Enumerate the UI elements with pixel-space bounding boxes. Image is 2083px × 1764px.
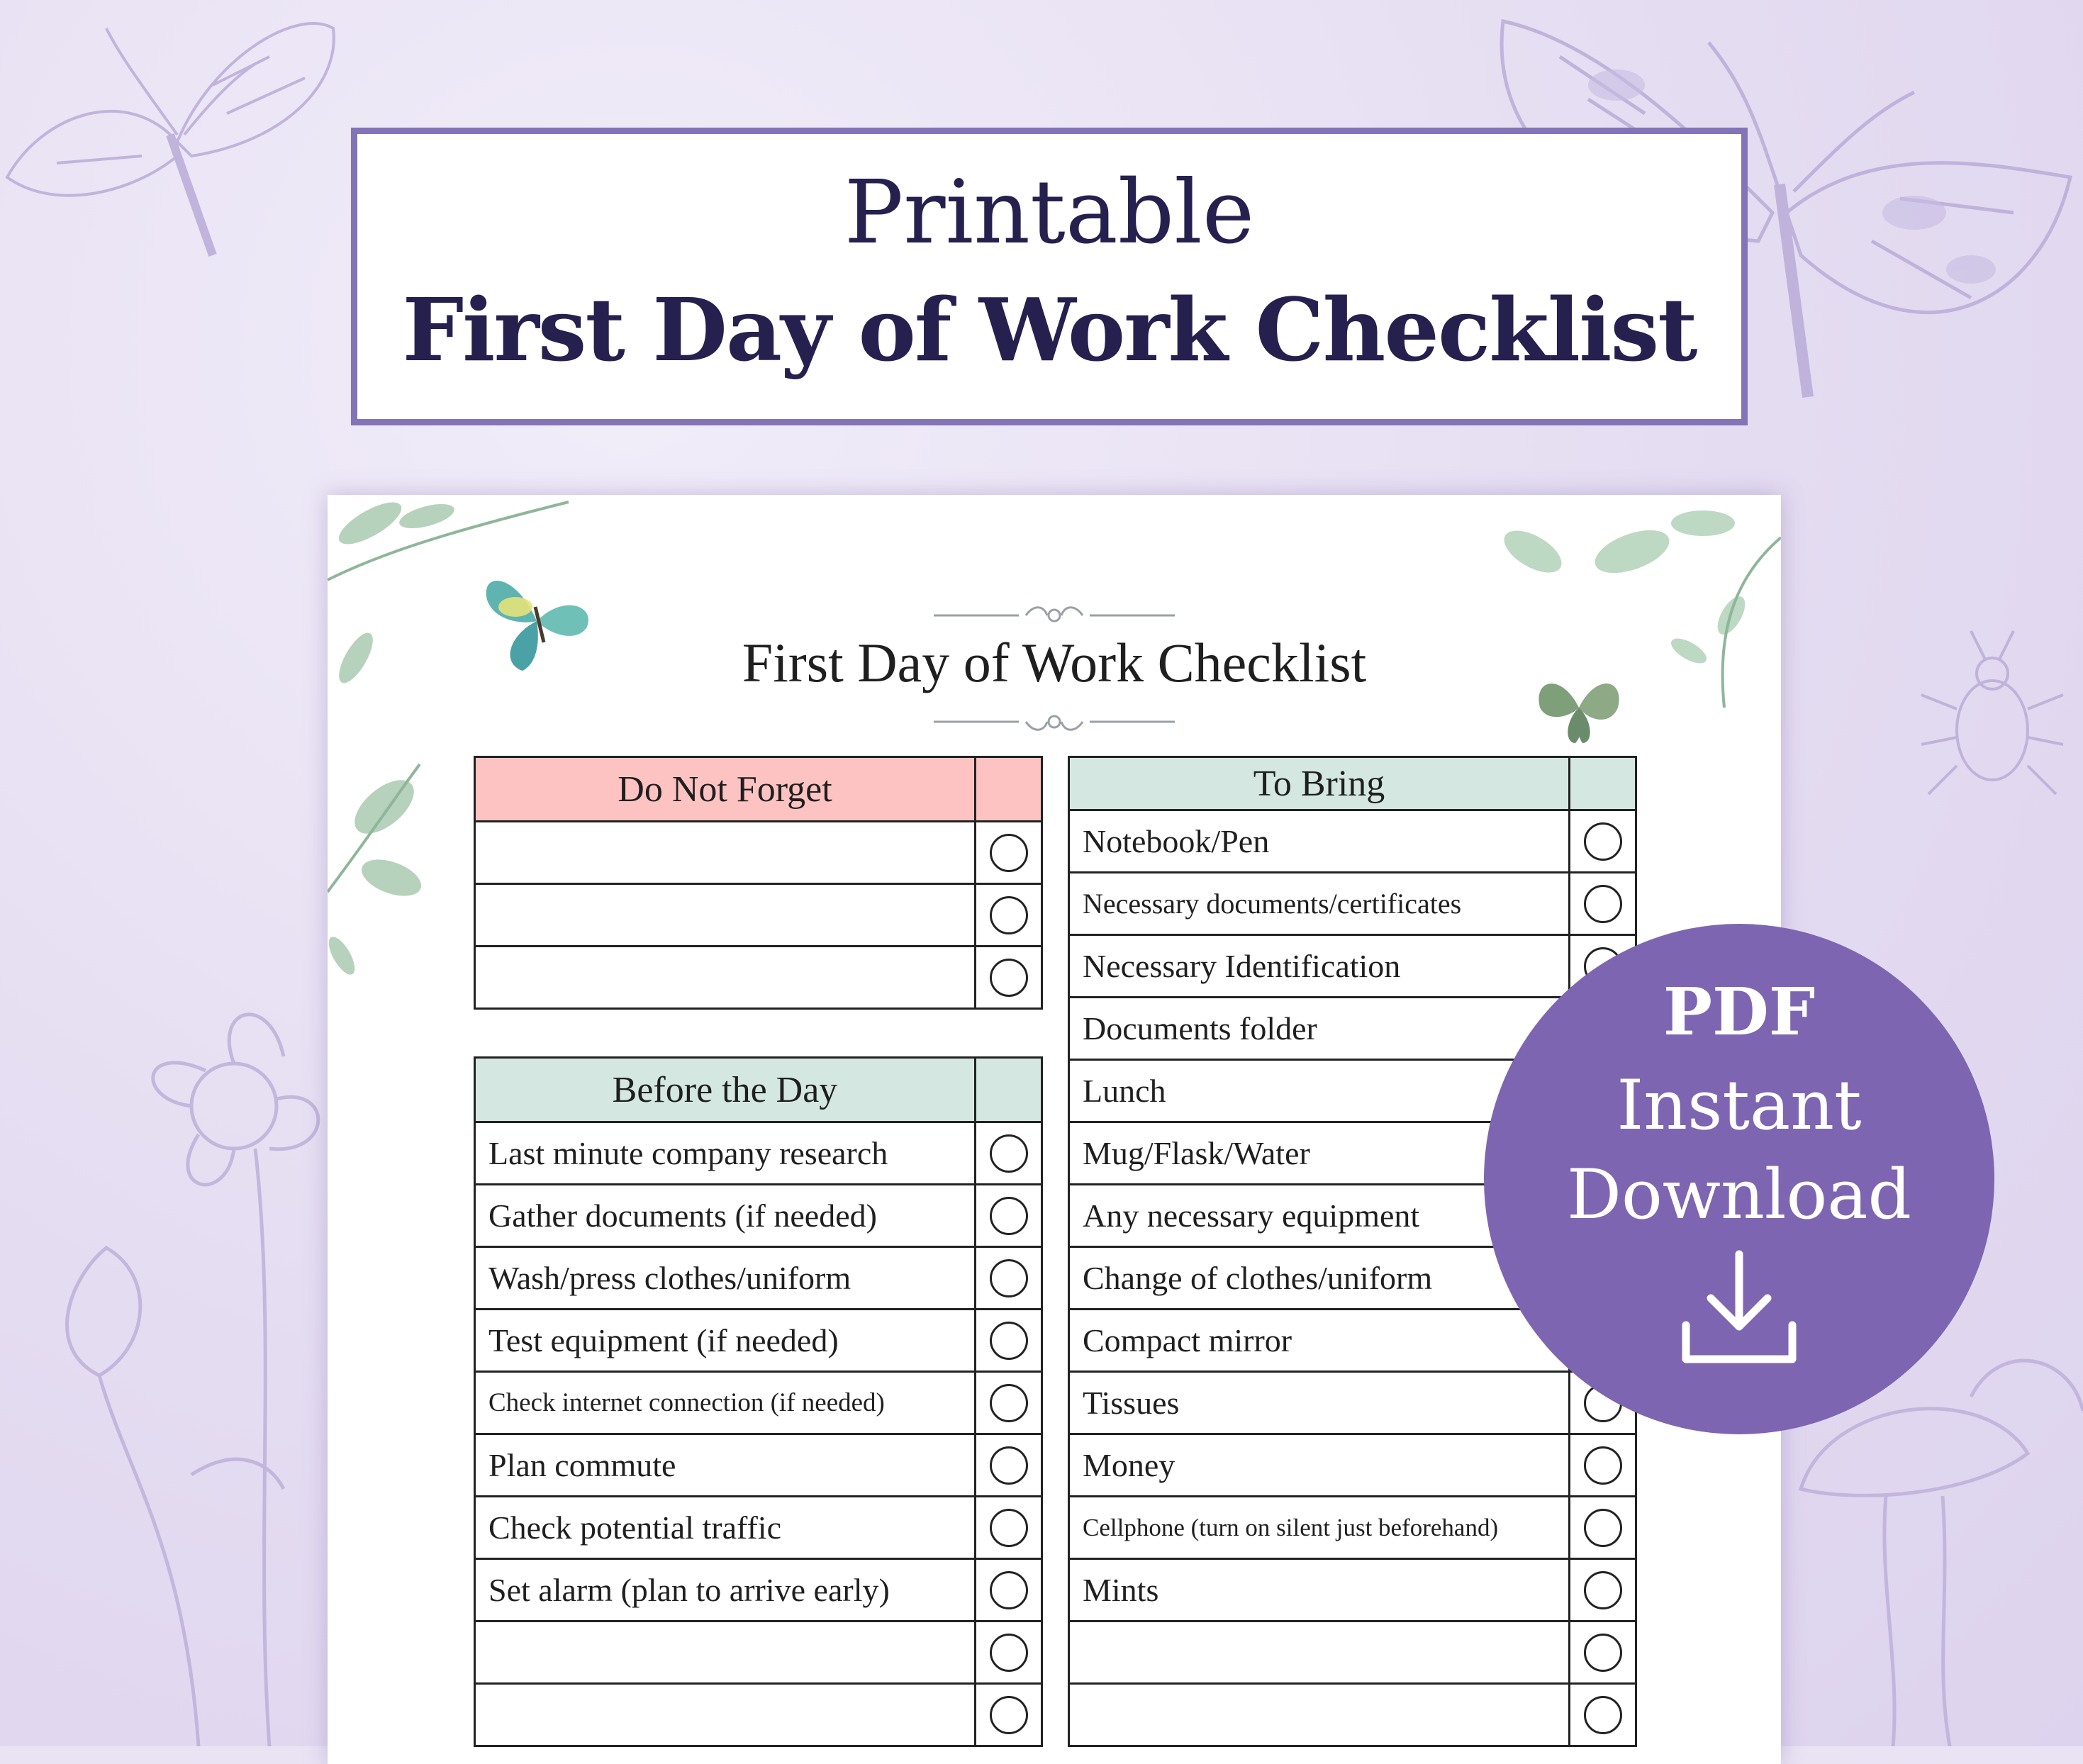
- table-row: [475, 1434, 1042, 1497]
- checkbox-cell[interactable]: [1570, 1621, 1636, 1684]
- table-row: [1069, 1684, 1636, 1746]
- do-not-forget-check-header: [976, 757, 1042, 822]
- flourish-bottom: [927, 708, 1182, 736]
- checkbox-circle[interactable]: [990, 1134, 1028, 1173]
- sheet-title: First Day of Work Checklist: [742, 632, 1367, 693]
- pdf-download-badge[interactable]: [1484, 924, 1994, 1434]
- checklist-item[interactable]: [475, 1621, 976, 1684]
- beetle-illustration: [1914, 624, 2070, 808]
- checklist-item[interactable]: [1069, 1621, 1570, 1684]
- checkbox-cell[interactable]: [976, 1310, 1042, 1372]
- download-icon: [1679, 1247, 1799, 1368]
- checkbox-cell[interactable]: [976, 947, 1042, 1009]
- checklist-item[interactable]: Wash/press clothes/uniform: [475, 1247, 976, 1310]
- checkbox-circle[interactable]: [990, 896, 1028, 934]
- before-the-day-header: Before the Day: [475, 1058, 976, 1122]
- badge-pdf-label: PDF: [1663, 973, 1816, 1050]
- before-the-day-table: [474, 1056, 1043, 1747]
- checklist-item[interactable]: [475, 947, 976, 1009]
- checklist-item[interactable]: Mug/Flask/Water: [1069, 1122, 1570, 1185]
- checklist-item[interactable]: Any necessary equipment: [1069, 1185, 1570, 1247]
- table-row: [475, 884, 1042, 947]
- checklist-item[interactable]: [475, 822, 976, 884]
- table-row: [475, 1497, 1042, 1559]
- title-banner: [351, 128, 1748, 425]
- checklist-item[interactable]: Money: [1069, 1434, 1570, 1497]
- checklist-item[interactable]: Notebook/Pen: [1069, 810, 1570, 873]
- checklist-item[interactable]: Set alarm (plan to arrive early): [475, 1559, 976, 1621]
- table-row: [1069, 1559, 1636, 1621]
- checkbox-circle[interactable]: [990, 959, 1028, 997]
- checkbox-circle[interactable]: [990, 1571, 1028, 1609]
- checklist-item[interactable]: Test equipment (if needed): [475, 1310, 976, 1372]
- checklist-item[interactable]: Check internet connection (if needed): [475, 1372, 976, 1434]
- checkbox-cell[interactable]: [976, 1684, 1042, 1746]
- to-bring-check-header: [1570, 757, 1636, 810]
- table-row: [475, 1559, 1042, 1621]
- table-row: [1069, 935, 1636, 998]
- table-row: [475, 822, 1042, 884]
- checklist-item[interactable]: Mints: [1069, 1559, 1570, 1621]
- checkbox-cell[interactable]: [976, 822, 1042, 884]
- checkbox-cell[interactable]: [1570, 1559, 1636, 1621]
- checklist-item[interactable]: [475, 884, 976, 947]
- checklist-item[interactable]: Cellphone (turn on silent just beforehand): [1069, 1497, 1570, 1559]
- checklist-item[interactable]: Last minute company research: [475, 1122, 976, 1185]
- checklist-item[interactable]: Plan commute: [475, 1434, 976, 1497]
- checkbox-circle[interactable]: [990, 1384, 1028, 1422]
- to-bring-header: To Bring: [1069, 757, 1570, 810]
- checkbox-circle[interactable]: [990, 1696, 1028, 1734]
- before-the-day-check-header: [976, 1058, 1042, 1122]
- table-row: [475, 947, 1042, 1009]
- checklist-item[interactable]: Gather documents (if needed): [475, 1185, 976, 1247]
- checkbox-circle[interactable]: [990, 1446, 1028, 1485]
- checkbox-circle[interactable]: [1584, 1696, 1622, 1734]
- checkbox-circle[interactable]: [990, 1509, 1028, 1547]
- do-not-forget-header: Do Not Forget: [475, 757, 976, 822]
- checklist-item[interactable]: Change of clothes/uniform: [1069, 1247, 1570, 1310]
- checkbox-cell[interactable]: [976, 1621, 1042, 1684]
- checkbox-cell[interactable]: [1570, 1434, 1636, 1497]
- checklist-item[interactable]: [1069, 1684, 1570, 1746]
- checkbox-cell[interactable]: [976, 884, 1042, 947]
- table-row: [1069, 873, 1636, 935]
- banner-subtitle: Printable: [844, 161, 1255, 264]
- checklist-item[interactable]: Necessary documents/certificates: [1069, 873, 1570, 935]
- checkbox-cell[interactable]: [1570, 810, 1636, 873]
- checkbox-cell[interactable]: [976, 1559, 1042, 1621]
- checkbox-circle[interactable]: [990, 834, 1028, 872]
- checkbox-cell[interactable]: [976, 1434, 1042, 1497]
- do-not-forget-table: [474, 756, 1043, 1010]
- table-row: [475, 1372, 1042, 1434]
- checkbox-circle[interactable]: [1584, 885, 1622, 923]
- checkbox-cell[interactable]: [1570, 873, 1636, 935]
- checkbox-cell[interactable]: [976, 1497, 1042, 1559]
- checkbox-circle[interactable]: [990, 1322, 1028, 1360]
- checklist-item[interactable]: Lunch: [1069, 1060, 1570, 1122]
- table-row: [1069, 1497, 1636, 1559]
- checklist-item[interactable]: Check potential traffic: [475, 1497, 976, 1559]
- checkbox-cell[interactable]: [1570, 1684, 1636, 1746]
- table-row: [475, 1310, 1042, 1372]
- checkbox-circle[interactable]: [1584, 1571, 1622, 1609]
- checklist-item[interactable]: [475, 1684, 976, 1746]
- checklist-item[interactable]: Necessary Identification: [1069, 935, 1570, 998]
- checklist-item[interactable]: Tissues: [1069, 1372, 1570, 1434]
- checkbox-cell[interactable]: [976, 1372, 1042, 1434]
- checkbox-circle[interactable]: [1584, 822, 1622, 861]
- checkbox-circle[interactable]: [990, 1259, 1028, 1297]
- table-row: [475, 1247, 1042, 1310]
- table-row: [1069, 1372, 1636, 1434]
- checkbox-circle[interactable]: [990, 1634, 1028, 1672]
- checkbox-circle[interactable]: [1584, 1446, 1622, 1485]
- banner-title: First Day of Work Checklist: [402, 279, 1697, 381]
- checkbox-cell[interactable]: [976, 1122, 1042, 1185]
- checklist-item[interactable]: Compact mirror: [1069, 1310, 1570, 1372]
- badge-download-label: Download: [1567, 1155, 1911, 1234]
- checkbox-cell[interactable]: [976, 1185, 1042, 1247]
- badge-instant-label: Instant: [1616, 1066, 1862, 1145]
- checkbox-circle[interactable]: [1584, 1634, 1622, 1672]
- checklist-item[interactable]: Documents folder: [1069, 998, 1570, 1060]
- table-row: [475, 1122, 1042, 1185]
- flower-illustration-left: [0, 978, 333, 1746]
- table-row: [1069, 810, 1636, 873]
- checkbox-circle[interactable]: [1584, 1509, 1622, 1547]
- table-row: [475, 1621, 1042, 1684]
- table-row: [1069, 1434, 1636, 1497]
- table-row: [475, 1684, 1042, 1746]
- checkbox-cell[interactable]: [976, 1247, 1042, 1310]
- flourish-top: [927, 601, 1182, 630]
- table-row: [1069, 1621, 1636, 1684]
- table-row: [475, 1185, 1042, 1247]
- checkbox-circle[interactable]: [990, 1197, 1028, 1235]
- moth-illustration-left: [0, 0, 369, 298]
- checkbox-cell[interactable]: [1570, 1497, 1636, 1559]
